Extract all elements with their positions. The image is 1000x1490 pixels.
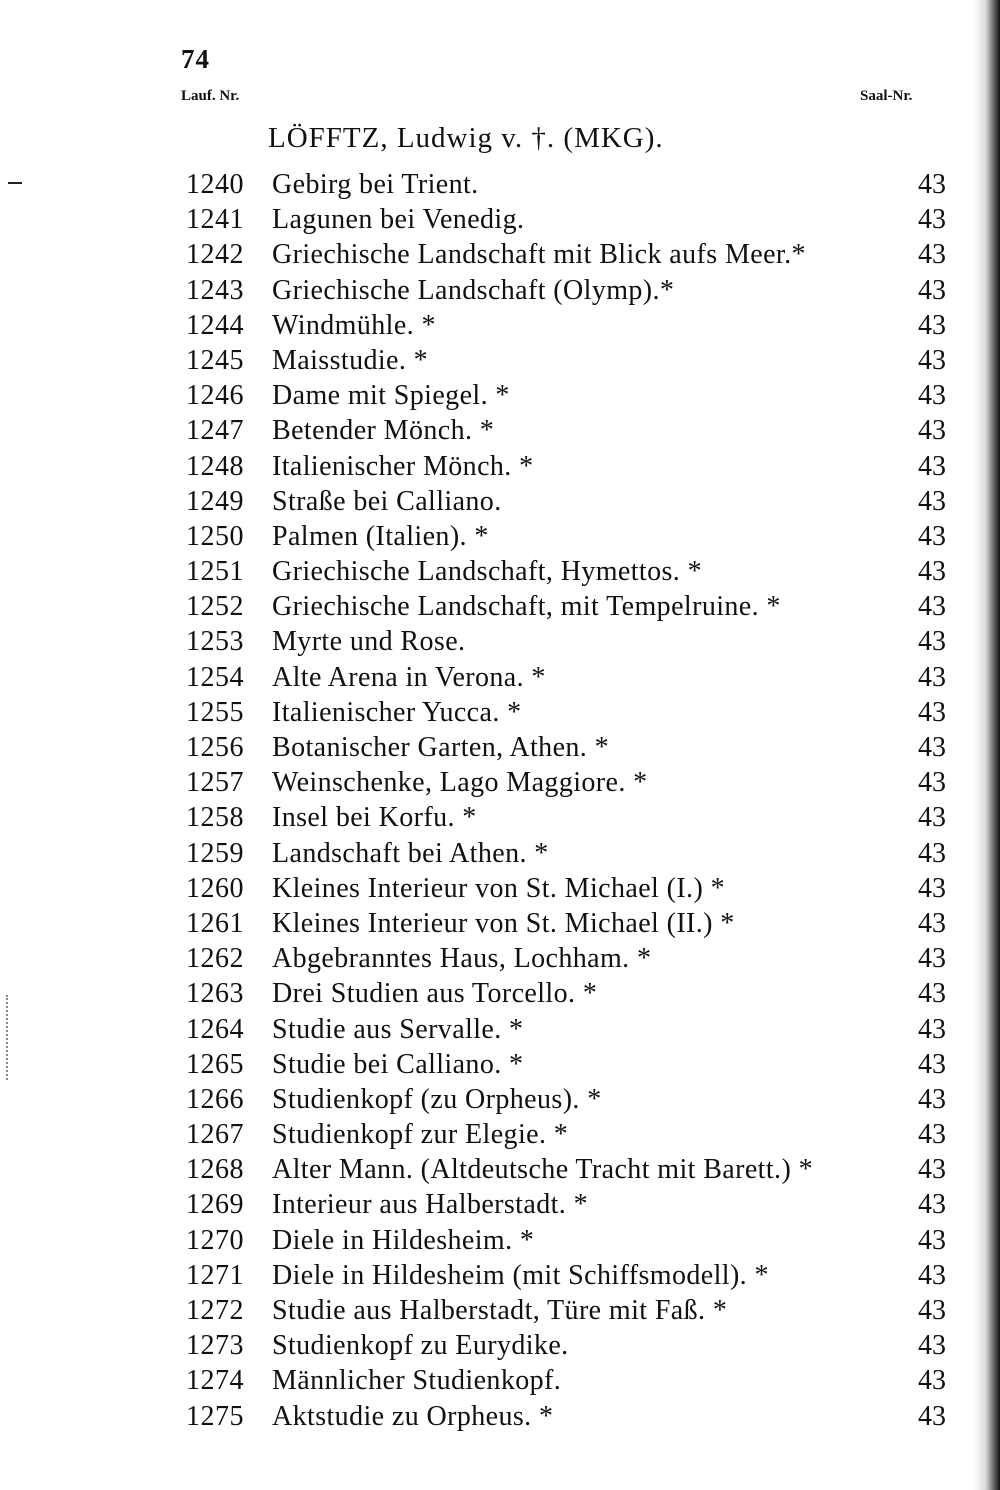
entry-room-number: 43 bbox=[918, 1154, 946, 1186]
entry-number: 1272 bbox=[186, 1295, 244, 1326]
entry-room-number: 43 bbox=[918, 556, 946, 588]
entry-title: Diele in Hildesheim (mit Schiffsmodell). * bbox=[272, 1259, 769, 1291]
catalog-entry bbox=[186, 273, 946, 308]
entry-number: 1275 bbox=[186, 1400, 244, 1432]
entry-title: Gebirg bei Trient. bbox=[272, 169, 479, 200]
entry-room-number: 43 bbox=[918, 380, 946, 412]
entry-title: Griechische Landschaft (Olymp).* bbox=[272, 274, 675, 306]
entry-number: 1265 bbox=[186, 1048, 244, 1080]
entry-room-number: 43 bbox=[918, 169, 946, 200]
entry-room-number: 43 bbox=[918, 344, 946, 376]
entry-title: Italienischer Mönch. * bbox=[272, 450, 534, 482]
entry-room-number: 43 bbox=[918, 1259, 946, 1291]
entry-number: 1256 bbox=[186, 732, 244, 763]
entry-title: Straße bei Calliano. bbox=[272, 485, 502, 517]
entry-title: Windmühle. * bbox=[272, 309, 436, 341]
catalog-entry bbox=[186, 237, 946, 272]
entry-room-number: 43 bbox=[918, 1013, 946, 1045]
catalog-entry bbox=[186, 660, 946, 695]
entry-room-number: 43 bbox=[918, 907, 946, 939]
entry-title: Diele in Hildesheim. * bbox=[272, 1224, 535, 1256]
entry-room-number: 43 bbox=[918, 1365, 946, 1397]
catalog-entry bbox=[186, 906, 946, 941]
catalog-list bbox=[186, 167, 946, 1434]
entry-title: Aktstudie zu Orpheus. * bbox=[272, 1400, 554, 1432]
entry-room-number: 43 bbox=[918, 1330, 946, 1362]
artist-heading: LÖFFTZ, Ludwig v. †. (MKG). bbox=[268, 122, 664, 154]
catalog-entry bbox=[186, 167, 946, 202]
entry-title: Drei Studien aus Torcello. * bbox=[272, 978, 598, 1010]
catalog-entry bbox=[186, 800, 946, 835]
catalog-entry bbox=[186, 343, 946, 378]
entry-room-number: 43 bbox=[918, 1400, 946, 1432]
entry-number: 1258 bbox=[186, 802, 244, 834]
entry-title: Studienkopf (zu Orpheus). * bbox=[272, 1083, 602, 1115]
entry-title: Griechische Landschaft, Hymettos. * bbox=[272, 556, 702, 588]
entry-number: 1266 bbox=[186, 1083, 244, 1115]
entry-title: Italienischer Yucca. * bbox=[272, 696, 522, 728]
catalog-entry bbox=[186, 1152, 946, 1187]
entry-title: Griechische Landschaft, mit Tempelruine. * bbox=[272, 591, 781, 623]
entry-room-number: 43 bbox=[918, 732, 946, 763]
entry-number: 1260 bbox=[186, 872, 244, 904]
entry-title: Männlicher Studienkopf. bbox=[272, 1365, 562, 1397]
catalog-entry bbox=[186, 695, 946, 730]
catalog-entry bbox=[186, 624, 946, 659]
entry-number: 1252 bbox=[186, 591, 244, 623]
entry-number: 1271 bbox=[186, 1259, 244, 1291]
entry-room-number: 43 bbox=[918, 204, 946, 236]
entry-number: 1244 bbox=[186, 309, 244, 341]
catalog-entry bbox=[186, 1012, 946, 1047]
catalog-entry bbox=[186, 554, 946, 589]
entry-number: 1250 bbox=[186, 520, 244, 552]
margin-dots bbox=[6, 995, 10, 1080]
entry-title: Studie bei Calliano. * bbox=[272, 1048, 524, 1080]
catalog-entry bbox=[186, 589, 946, 624]
catalog-entry bbox=[186, 1082, 946, 1117]
catalog-entry bbox=[186, 484, 946, 519]
entry-number: 1273 bbox=[186, 1330, 244, 1362]
entry-number: 1267 bbox=[186, 1119, 244, 1151]
catalog-entry bbox=[186, 1328, 946, 1363]
entry-number: 1270 bbox=[186, 1224, 244, 1256]
entry-room-number: 43 bbox=[918, 450, 946, 482]
entry-number: 1259 bbox=[186, 837, 244, 869]
catalog-entry bbox=[186, 413, 946, 448]
entry-room-number: 43 bbox=[918, 520, 946, 552]
catalog-entry bbox=[186, 1117, 946, 1152]
entry-number: 1242 bbox=[186, 239, 244, 271]
catalog-entry bbox=[186, 1399, 946, 1434]
entry-number: 1243 bbox=[186, 274, 244, 306]
entry-room-number: 43 bbox=[918, 1083, 946, 1115]
page-edge-shadow bbox=[974, 0, 1000, 1490]
catalog-entry bbox=[186, 1363, 946, 1398]
entry-room-number: 43 bbox=[918, 415, 946, 447]
entry-number: 1262 bbox=[186, 943, 244, 975]
catalog-entry bbox=[186, 1293, 946, 1328]
entry-number: 1253 bbox=[186, 626, 244, 658]
entry-title: Studienkopf zur Elegie. * bbox=[272, 1119, 569, 1151]
entry-title: Botanischer Garten, Athen. * bbox=[272, 732, 610, 763]
entry-title: Alte Arena in Verona. * bbox=[272, 661, 546, 693]
catalog-entry bbox=[186, 765, 946, 800]
entry-number: 1248 bbox=[186, 450, 244, 482]
entry-title: Palmen (Italien). * bbox=[272, 520, 489, 552]
catalog-entry bbox=[186, 308, 946, 343]
entry-room-number: 43 bbox=[918, 1048, 946, 1080]
entry-number: 1249 bbox=[186, 485, 244, 517]
catalog-entry bbox=[186, 1047, 946, 1082]
entry-title: Studie aus Servalle. * bbox=[272, 1013, 524, 1045]
entry-title: Interieur aus Halberstadt. * bbox=[272, 1189, 588, 1221]
catalog-entry bbox=[186, 941, 946, 976]
entry-room-number: 43 bbox=[918, 591, 946, 623]
entry-room-number: 43 bbox=[918, 1119, 946, 1151]
margin-mark bbox=[8, 182, 22, 184]
entry-room-number: 43 bbox=[918, 274, 946, 306]
entry-title: Betender Mönch. * bbox=[272, 415, 495, 447]
entry-number: 1240 bbox=[186, 169, 244, 200]
entry-room-number: 43 bbox=[918, 978, 946, 1010]
entry-room-number: 43 bbox=[918, 802, 946, 834]
entry-title: Landschaft bei Athen. * bbox=[272, 837, 549, 869]
catalog-entry bbox=[186, 449, 946, 484]
column-header-room-number: Saal-Nr. bbox=[860, 88, 913, 104]
entry-title: Griechische Landschaft mit Blick aufs Meer.* bbox=[272, 239, 806, 271]
entry-title: Lagunen bei Venedig. bbox=[272, 204, 525, 236]
entry-title: Alter Mann. (Altdeutsche Tracht mit Barett.) * bbox=[272, 1154, 813, 1186]
entry-room-number: 43 bbox=[918, 872, 946, 904]
entry-number: 1247 bbox=[186, 415, 244, 447]
entry-room-number: 43 bbox=[918, 1189, 946, 1221]
entry-room-number: 43 bbox=[918, 1224, 946, 1256]
entry-number: 1261 bbox=[186, 907, 244, 939]
entry-title: Insel bei Korfu. * bbox=[272, 802, 477, 834]
entry-title: Studie aus Halberstadt, Türe mit Faß. * bbox=[272, 1295, 728, 1326]
catalog-entry bbox=[186, 378, 946, 413]
entry-room-number: 43 bbox=[918, 485, 946, 517]
catalog-entry bbox=[186, 730, 946, 765]
catalog-entry bbox=[186, 871, 946, 906]
catalog-entry bbox=[186, 1223, 946, 1258]
entry-room-number: 43 bbox=[918, 696, 946, 728]
entry-room-number: 43 bbox=[918, 239, 946, 271]
entry-number: 1264 bbox=[186, 1013, 244, 1045]
entry-title: Abgebranntes Haus, Lochham. * bbox=[272, 943, 652, 975]
entry-title: Weinschenke, Lago Maggiore. * bbox=[272, 767, 648, 799]
entry-number: 1268 bbox=[186, 1154, 244, 1186]
entry-number: 1274 bbox=[186, 1365, 244, 1397]
entry-room-number: 43 bbox=[918, 661, 946, 693]
column-header-running-number: Lauf. Nr. bbox=[181, 88, 240, 104]
page-number: 74 bbox=[181, 44, 210, 74]
entry-title: Myrte und Rose. bbox=[272, 626, 466, 658]
entry-title: Maisstudie. * bbox=[272, 344, 429, 376]
entry-number: 1257 bbox=[186, 767, 244, 799]
entry-number: 1241 bbox=[186, 204, 244, 236]
catalog-entry bbox=[186, 1258, 946, 1293]
entry-room-number: 43 bbox=[918, 767, 946, 799]
entry-room-number: 43 bbox=[918, 1295, 946, 1326]
entry-number: 1246 bbox=[186, 380, 244, 412]
entry-number: 1263 bbox=[186, 978, 244, 1010]
entry-room-number: 43 bbox=[918, 943, 946, 975]
entry-number: 1251 bbox=[186, 556, 244, 588]
entry-number: 1245 bbox=[186, 344, 244, 376]
entry-number: 1255 bbox=[186, 696, 244, 728]
catalog-entry bbox=[186, 836, 946, 871]
entry-number: 1254 bbox=[186, 661, 244, 693]
catalog-entry bbox=[186, 202, 946, 237]
entry-title: Studienkopf zu Eurydike. bbox=[272, 1330, 569, 1362]
entry-room-number: 43 bbox=[918, 309, 946, 341]
entry-number: 1269 bbox=[186, 1189, 244, 1221]
catalog-entry bbox=[186, 1187, 946, 1222]
catalog-entry bbox=[186, 519, 946, 554]
entry-title: Kleines Interieur von St. Michael (I.) * bbox=[272, 872, 725, 904]
entry-title: Kleines Interieur von St. Michael (II.) * bbox=[272, 907, 735, 939]
entry-room-number: 43 bbox=[918, 837, 946, 869]
entry-title: Dame mit Spiegel. * bbox=[272, 380, 510, 412]
entry-room-number: 43 bbox=[918, 626, 946, 658]
catalog-entry bbox=[186, 976, 946, 1011]
